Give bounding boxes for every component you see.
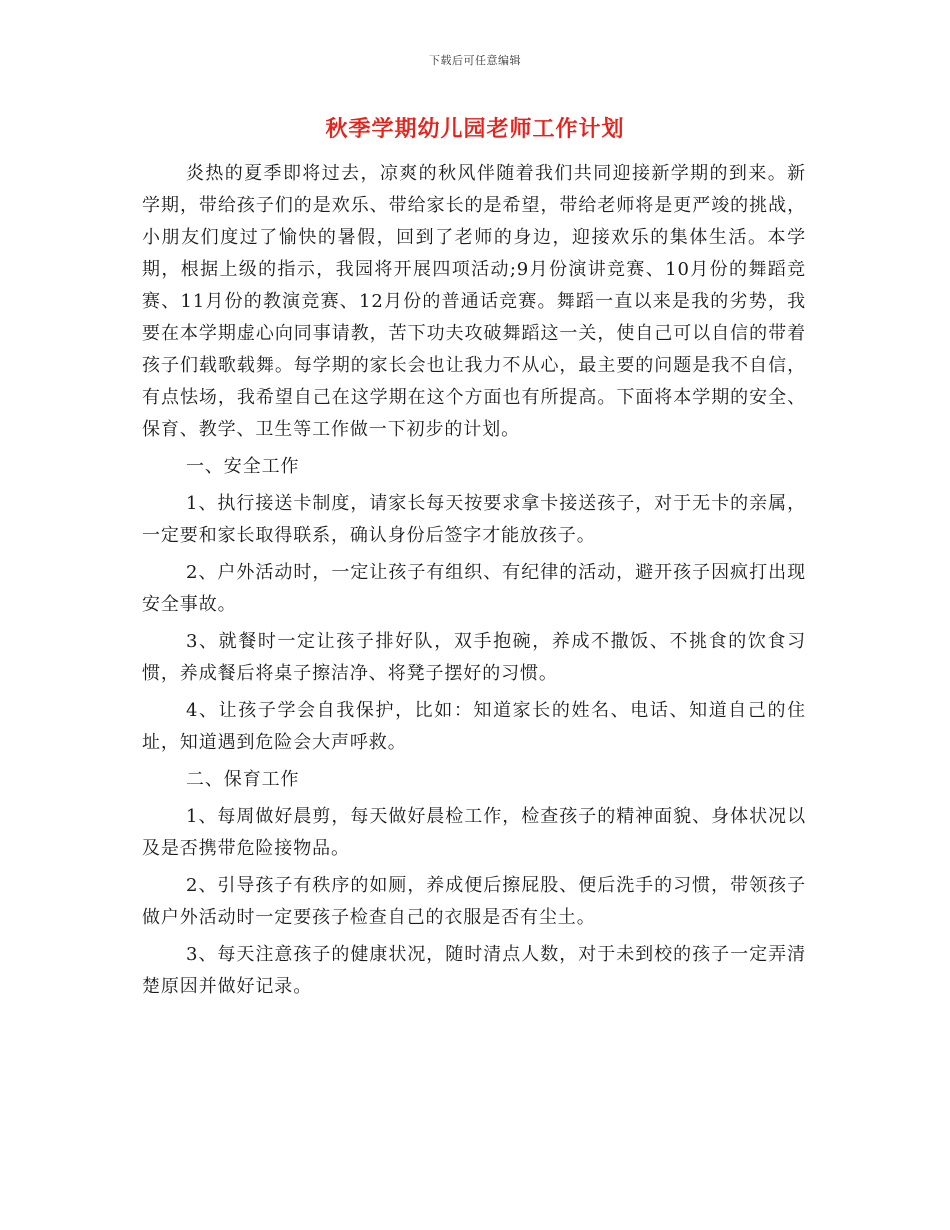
intro-paragraph: 炎热的夏季即将过去，凉爽的秋风伴随着我们共同迎接新学期的到来。新学期，带给孩子们的是欢乐、带给家长的是希望，带给老师将是更严竣的挑战，小朋友们度过了愉快的暑假，回到了老师的身边，迎接欢乐的集体生活。本学期，根据上级的指示，我园将开展四项活动;9月份演讲竞赛、10月份的舞蹈竞赛、11月份的教演竞赛、12月份的普通话竞赛。舞蹈一直以来是我的劣势，我要在本学期虚心向同事请教，苦下功夫攻破舞蹈这一关，使自己可以自信的带着孩子们载歌载舞。每学期的家长会也让我力不从心，最主要的问题是我不自信，有点怯场，我希望自己在这学期在这个方面也有所提高。下面将本学期的安全、保育、教学、卫生等工作做一下初步的计划。 — [142, 163, 806, 440]
safety-item-3: 3、就餐时一定让孩子排好队，双手抱碗，养成不撒饭、不挑食的饮食习惯，养成餐后将桌子擦洁净、将凳子摆好的习惯。 — [142, 631, 806, 684]
section-heading-safety: 一、安全工作 — [186, 456, 300, 477]
page-header: 下载后可任意编辑 — [429, 54, 521, 67]
safety-item-4: 4、让孩子学会自我保护，比如：知道家长的姓名、电话、知道自己的住址，知道遇到危险会大声呼救。 — [142, 700, 806, 753]
document-body — [142, 158, 806, 1008]
care-item-1: 1、每周做好晨剪，每天做好晨检工作，检查孩子的精神面貌、身体状况以及是否携带危险接物品。 — [142, 806, 806, 859]
section-heading-care: 二、保育工作 — [186, 769, 300, 790]
safety-item-1: 1、执行接送卡制度，请家长每天按要求拿卡接送孩子，对于无卡的亲属，一定要和家长取得联系，确认身份后签字才能放孩子。 — [142, 493, 806, 546]
care-item-2: 2、引导孩子有秩序的如厕，养成便后擦屁股、便后洗手的习惯，带领孩子做户外活动时一定要孩子检查自己的衣服是否有尘土。 — [142, 875, 806, 928]
care-item-3: 3、每天注意孩子的健康状况，随时清点人数，对于未到校的孩子一定弄清楚原因并做好记录。 — [142, 944, 806, 997]
document-title: 秋季学期幼儿园老师工作计划 — [325, 116, 625, 142]
safety-item-2: 2、户外活动时，一定让孩子有组织、有纪律的活动，避开孩子因疯打出现安全事故。 — [142, 562, 806, 615]
